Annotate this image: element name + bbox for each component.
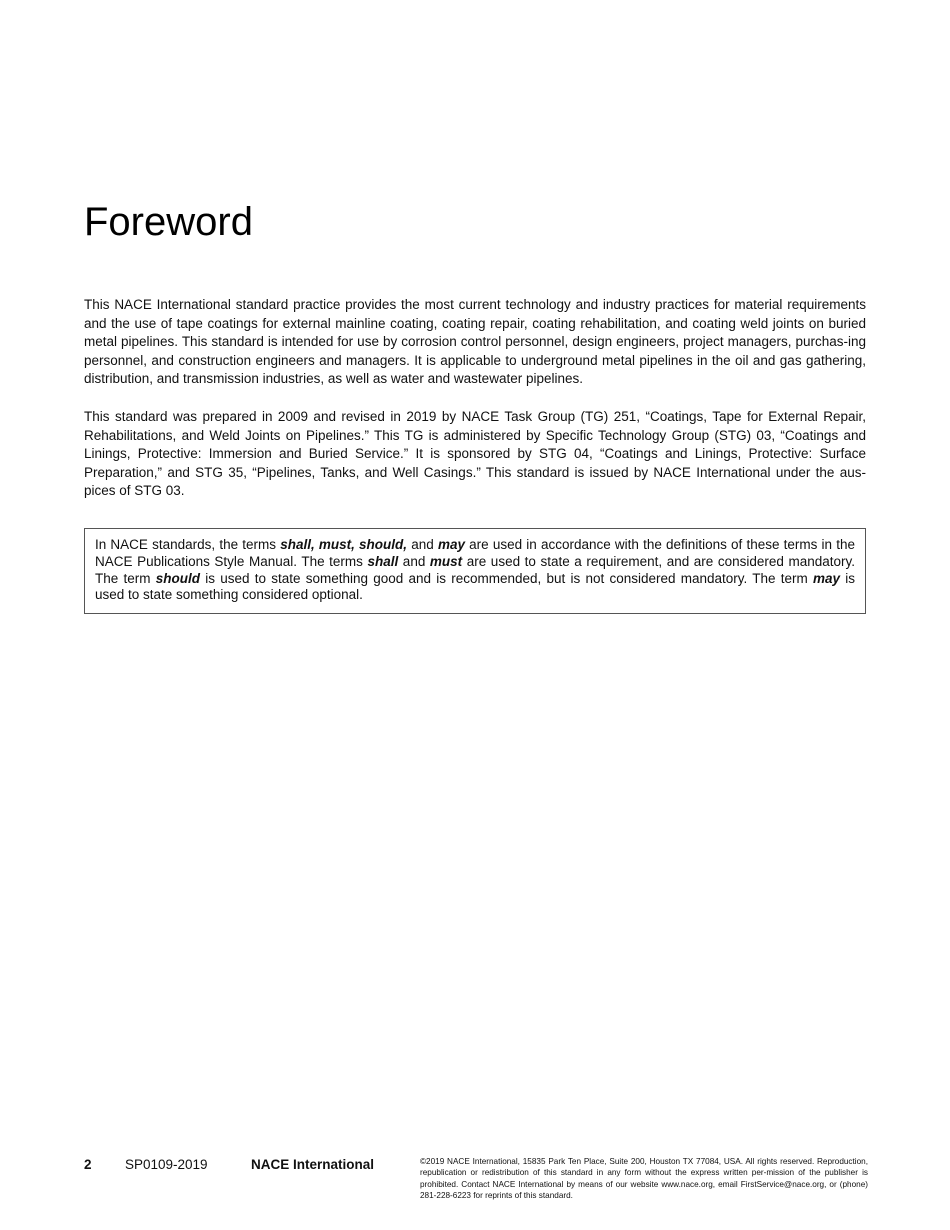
- foreword-paragraph: This NACE International standard practice provides the most current technology and industry practices for material requirements and the use of tape coatings for external mainline coating, coating repair, coating rehabilitation, and coating weld joints on buried metal pipelines. This standard is intended for use by corrosion control personnel, design engineers, project managers, purchas-ing personnel, and construction engineers and managers. It is applicable to underground metal pipelines in the oil and gas gathering, distribution, and transmission industries, as well as water and wastewater pipelines.: [84, 297, 866, 387]
- foreword-paragraph: This standard was prepared in 2009 and revised in 2019 by NACE Task Group (TG) 251, “Coatings, Tape for External Repair, Rehabilitations, and Weld Joints on Pipelines.” This TG is administered by Specific Technology Group (STG) 03, “Coatings and Linings, Protective: Immersion and Buried Service.” It is sponsored by STG 04, “Coatings and Linings, Protective: Surface Preparation,” and STG 35, “Pipelines, Tanks, and Well Casings.” This standard is issued by NACE International under the aus-pices of STG 03.: [84, 409, 866, 499]
- note-term: shall, must, should,: [280, 537, 408, 552]
- standard-id: SP0109-2019: [125, 1157, 208, 1172]
- note-text: and: [407, 537, 438, 552]
- page-footer: [84, 1157, 868, 1205]
- note-text: are used in accordance with the definitions of these terms in the NACE Publications Style Manual. The terms: [95, 537, 856, 569]
- terminology-note-box: [84, 528, 866, 614]
- copyright-notice: ©2019 NACE International, 15835 Park Ten Place, Suite 200, Houston TX 77084, USA. All rights reserved. Reproduction, republication or redistribution of this standard in any form without the express written per-mission of the publisher is prohibited. Contact NACE International by means of our website www.nace.org, email FirstService@nace.org, or (phone) 281-228-6223 for reprints of this standard.: [420, 1157, 868, 1200]
- page-number: 2: [84, 1157, 92, 1172]
- page-title: Foreword: [84, 200, 253, 244]
- note-text: is used to state something considered optional.: [95, 570, 856, 603]
- note-term: should: [155, 570, 200, 586]
- note-term: may: [813, 570, 841, 586]
- note-text: In NACE standards, the terms: [95, 537, 281, 552]
- organization-name: NACE International: [251, 1157, 375, 1172]
- note-term: must: [429, 553, 463, 569]
- note-text: is used to state something good and is recommended, but is not considered mandatory. The term: [199, 570, 813, 586]
- note-term: may: [437, 537, 465, 552]
- note-text: and: [398, 553, 430, 569]
- note-term: shall: [367, 553, 399, 569]
- note-text: are used to state a requirement, and are considered mandatory. The term: [95, 553, 855, 586]
